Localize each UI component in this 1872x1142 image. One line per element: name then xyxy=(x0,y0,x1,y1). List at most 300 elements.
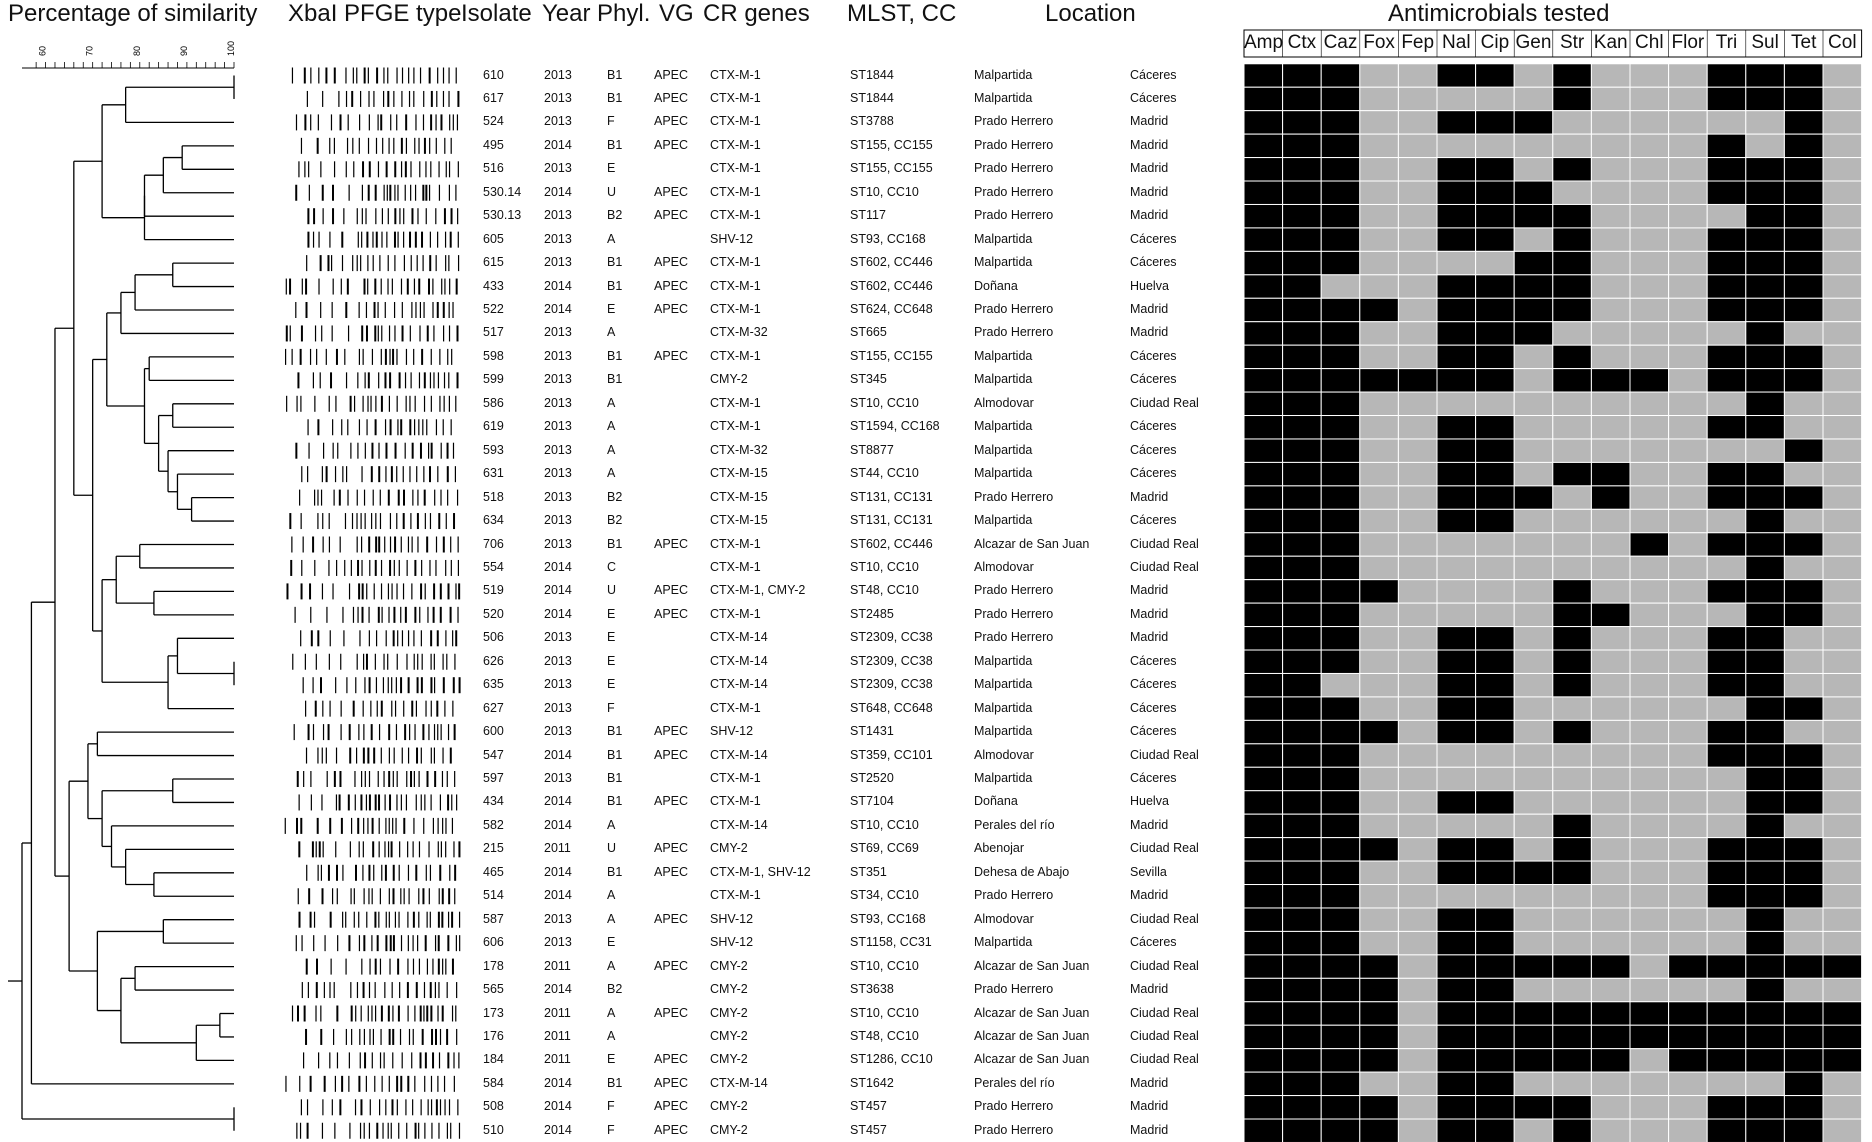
susceptible-cell xyxy=(1669,462,1708,485)
resistant-cell xyxy=(1746,697,1785,720)
resistant-cell xyxy=(1746,1096,1785,1119)
susceptible-cell xyxy=(1630,720,1669,743)
cell-prov: Cáceres xyxy=(1130,653,1177,668)
cell-isolate: 631 xyxy=(483,466,504,481)
susceptible-cell xyxy=(1630,111,1669,134)
cell-loc: Alcazar de San Juan xyxy=(974,1052,1090,1067)
resistant-cell xyxy=(1553,814,1592,837)
susceptible-cell xyxy=(1707,111,1746,134)
header-pfge: XbaI PFGE type xyxy=(288,0,462,27)
susceptible-cell xyxy=(1630,416,1669,439)
susceptible-cell xyxy=(1669,111,1708,134)
resistant-cell xyxy=(1321,978,1360,1001)
resistant-cell xyxy=(1283,111,1322,134)
susceptible-cell xyxy=(1746,439,1785,462)
resistant-cell xyxy=(1360,955,1399,978)
resistant-cell xyxy=(1437,228,1476,251)
cell-vg: APEC xyxy=(654,724,689,739)
resistant-cell xyxy=(1321,251,1360,274)
susceptible-cell xyxy=(1669,158,1708,181)
cell-isolate: 554 xyxy=(483,559,504,574)
resistant-cell xyxy=(1746,533,1785,556)
resistant-cell xyxy=(1553,87,1592,110)
resistant-cell xyxy=(1283,1119,1322,1142)
cell-loc: Perales del río xyxy=(974,1075,1055,1090)
resistant-cell xyxy=(1746,1119,1785,1142)
resistant-cell xyxy=(1244,87,1283,110)
resistant-cell xyxy=(1476,838,1515,861)
susceptible-cell xyxy=(1669,228,1708,251)
cell-year: 2014 xyxy=(544,137,572,152)
susceptible-cell xyxy=(1823,509,1862,532)
resistant-cell xyxy=(1244,791,1283,814)
cell-cr: CTX-M-15 xyxy=(710,466,768,481)
cell-mlst: ST48, CC10 xyxy=(850,1028,919,1043)
susceptible-cell xyxy=(1707,978,1746,1001)
susceptible-cell xyxy=(1630,1049,1669,1072)
resistant-cell xyxy=(1784,228,1823,251)
cell-mlst: ST2520 xyxy=(850,771,894,785)
susceptible-cell xyxy=(1398,64,1437,87)
resistant-cell xyxy=(1784,1119,1823,1142)
resistant-cell xyxy=(1784,955,1823,978)
resistant-cell xyxy=(1553,1025,1592,1048)
resistant-cell xyxy=(1321,462,1360,485)
resistant-cell xyxy=(1514,298,1553,321)
susceptible-cell xyxy=(1707,767,1746,790)
resistant-cell xyxy=(1591,462,1630,485)
resistant-cell xyxy=(1591,603,1630,626)
resistant-cell xyxy=(1360,298,1399,321)
susceptible-cell xyxy=(1630,275,1669,298)
susceptible-cell xyxy=(1669,369,1708,392)
susceptible-cell xyxy=(1823,767,1862,790)
cell-mlst: ST602, CC446 xyxy=(850,278,933,293)
resistant-cell xyxy=(1553,228,1592,251)
cell-cr: CTX-M-14 xyxy=(710,653,768,668)
cell-loc: Doñana xyxy=(974,794,1018,809)
susceptible-cell xyxy=(1823,369,1862,392)
resistant-cell xyxy=(1283,298,1322,321)
resistant-cell xyxy=(1553,1049,1592,1072)
cell-loc: Prado Herrero xyxy=(974,489,1054,504)
cell-prov: Madrid xyxy=(1130,302,1169,316)
resistant-cell xyxy=(1784,767,1823,790)
cell-cr: CMY-2 xyxy=(710,1122,748,1137)
susceptible-cell xyxy=(1784,509,1823,532)
resistant-cell xyxy=(1476,416,1515,439)
susceptible-cell xyxy=(1514,931,1553,954)
susceptible-cell xyxy=(1398,228,1437,251)
susceptible-cell xyxy=(1630,556,1669,579)
susceptible-cell xyxy=(1630,603,1669,626)
susceptible-cell xyxy=(1823,462,1862,485)
resistant-cell xyxy=(1707,416,1746,439)
susceptible-cell xyxy=(1823,627,1862,650)
susceptible-cell xyxy=(1630,158,1669,181)
resistant-cell xyxy=(1360,369,1399,392)
resistant-cell xyxy=(1553,720,1592,743)
cell-year: 2013 xyxy=(544,67,572,82)
susceptible-cell xyxy=(1669,509,1708,532)
resistant-cell xyxy=(1591,955,1630,978)
header-antimicrobials: Antimicrobials tested xyxy=(1388,0,1610,27)
resistant-cell xyxy=(1591,1025,1630,1048)
resistant-cell xyxy=(1360,720,1399,743)
resistant-cell xyxy=(1591,486,1630,509)
resistant-cell xyxy=(1476,627,1515,650)
cell-loc: Prado Herrero xyxy=(974,1099,1054,1114)
cell-prov: Madrid xyxy=(1130,817,1169,832)
resistant-cell xyxy=(1283,345,1322,368)
susceptible-cell xyxy=(1746,111,1785,134)
cell-year: 2014 xyxy=(544,864,572,879)
antimicrobial-sul: Sul xyxy=(1751,32,1779,53)
susceptible-cell xyxy=(1630,251,1669,274)
resistant-cell xyxy=(1437,322,1476,345)
susceptible-cell xyxy=(1630,861,1669,884)
resistant-cell xyxy=(1669,1002,1708,1025)
cell-year: 2011 xyxy=(544,958,571,973)
cell-prov: Madrid xyxy=(1130,630,1169,645)
resistant-cell xyxy=(1746,158,1785,181)
cell-year: 2014 xyxy=(544,559,572,574)
cell-mlst: ST665 xyxy=(850,325,887,340)
cell-cr: CTX-M-1 xyxy=(710,536,761,551)
cell-year: 2014 xyxy=(544,184,572,199)
resistant-cell xyxy=(1553,955,1592,978)
resistant-cell xyxy=(1476,158,1515,181)
resistant-cell xyxy=(1283,697,1322,720)
susceptible-cell xyxy=(1591,861,1630,884)
antimicrobial-kan: Kan xyxy=(1593,32,1628,53)
cell-isolate: 518 xyxy=(483,489,504,504)
cell-cr: CTX-M-1 xyxy=(710,395,761,410)
resistant-cell xyxy=(1707,885,1746,908)
susceptible-cell xyxy=(1360,744,1399,767)
resistant-cell xyxy=(1746,650,1785,673)
resistant-cell xyxy=(1321,322,1360,345)
cell-isolate: 610 xyxy=(483,67,504,82)
resistant-cell xyxy=(1360,1096,1399,1119)
antimicrobial-nal: Nal xyxy=(1442,32,1471,53)
susceptible-cell xyxy=(1514,767,1553,790)
cell-prov: Madrid xyxy=(1130,114,1169,129)
cell-isolate: 547 xyxy=(483,747,504,762)
susceptible-cell xyxy=(1591,134,1630,157)
resistant-cell xyxy=(1746,603,1785,626)
resistant-cell xyxy=(1244,627,1283,650)
susceptible-cell xyxy=(1823,228,1862,251)
susceptible-cell xyxy=(1514,533,1553,556)
resistant-cell xyxy=(1784,1096,1823,1119)
susceptible-cell xyxy=(1707,603,1746,626)
susceptible-cell xyxy=(1591,673,1630,696)
resistant-cell xyxy=(1321,838,1360,861)
susceptible-cell xyxy=(1823,134,1862,157)
susceptible-cell xyxy=(1669,931,1708,954)
cell-loc: Malpartida xyxy=(974,724,1033,739)
scale-tick-label: 100 xyxy=(226,40,236,56)
resistant-cell xyxy=(1283,251,1322,274)
susceptible-cell xyxy=(1823,556,1862,579)
resistant-cell xyxy=(1244,111,1283,134)
resistant-cell xyxy=(1707,720,1746,743)
susceptible-cell xyxy=(1823,885,1862,908)
susceptible-cell xyxy=(1553,439,1592,462)
cell-year: 2014 xyxy=(544,817,572,832)
susceptible-cell xyxy=(1398,181,1437,204)
susceptible-cell xyxy=(1823,87,1862,110)
resistant-cell xyxy=(1746,1002,1785,1025)
resistant-cell xyxy=(1244,392,1283,415)
cell-mlst: ST602, CC446 xyxy=(850,536,933,551)
susceptible-cell xyxy=(1514,885,1553,908)
susceptible-cell xyxy=(1823,1072,1862,1095)
resistant-cell xyxy=(1553,1002,1592,1025)
cell-mlst: ST69, CC69 xyxy=(850,841,919,856)
resistant-cell xyxy=(1707,955,1746,978)
pfge-band-patterns xyxy=(0,0,480,1142)
resistant-cell xyxy=(1746,955,1785,978)
cell-loc: Malpartida xyxy=(974,677,1033,692)
susceptible-cell xyxy=(1398,87,1437,110)
resistant-cell xyxy=(1321,580,1360,603)
susceptible-cell xyxy=(1360,1072,1399,1095)
resistant-cell xyxy=(1437,345,1476,368)
susceptible-cell xyxy=(1591,533,1630,556)
cell-loc: Alcazar de San Juan xyxy=(974,958,1090,973)
cell-phyl: A xyxy=(607,958,616,973)
cell-year: 2013 xyxy=(544,161,572,176)
susceptible-cell xyxy=(1669,275,1708,298)
resistant-cell xyxy=(1784,697,1823,720)
susceptible-cell xyxy=(1514,908,1553,931)
susceptible-cell xyxy=(1360,767,1399,790)
susceptible-cell xyxy=(1591,111,1630,134)
cell-isolate: 517 xyxy=(483,325,504,340)
susceptible-cell xyxy=(1398,204,1437,227)
resistant-cell xyxy=(1707,134,1746,157)
resistant-cell xyxy=(1476,64,1515,87)
cell-year: 2013 xyxy=(544,208,572,223)
susceptible-cell xyxy=(1707,204,1746,227)
antimicrobial-amp: Amp xyxy=(1244,32,1284,53)
resistant-cell xyxy=(1321,720,1360,743)
cell-phyl: A xyxy=(607,419,616,434)
cell-isolate: 615 xyxy=(483,255,504,270)
cell-isolate: 433 xyxy=(483,278,504,293)
resistant-cell xyxy=(1283,416,1322,439)
cell-loc: Malpartida xyxy=(974,372,1033,387)
susceptible-cell xyxy=(1398,885,1437,908)
resistant-cell xyxy=(1244,322,1283,345)
susceptible-cell xyxy=(1591,1096,1630,1119)
susceptible-cell xyxy=(1707,697,1746,720)
susceptible-cell xyxy=(1669,416,1708,439)
resistant-cell xyxy=(1244,978,1283,1001)
cell-mlst: ST3788 xyxy=(850,114,894,129)
resistant-cell xyxy=(1283,556,1322,579)
resistant-cell xyxy=(1437,908,1476,931)
susceptible-cell xyxy=(1707,814,1746,837)
resistant-cell xyxy=(1707,298,1746,321)
cell-isolate: 605 xyxy=(483,231,504,246)
resistant-cell xyxy=(1244,697,1283,720)
susceptible-cell xyxy=(1398,134,1437,157)
susceptible-cell xyxy=(1630,1119,1669,1142)
cell-isolate: 606 xyxy=(483,935,504,950)
susceptible-cell xyxy=(1398,627,1437,650)
susceptible-cell xyxy=(1437,744,1476,767)
cell-isolate: 530.14 xyxy=(483,184,522,199)
resistant-cell xyxy=(1514,955,1553,978)
susceptible-cell xyxy=(1707,509,1746,532)
resistant-cell xyxy=(1707,627,1746,650)
susceptible-cell xyxy=(1823,697,1862,720)
resistant-cell xyxy=(1553,298,1592,321)
susceptible-cell xyxy=(1630,322,1669,345)
resistant-cell xyxy=(1321,204,1360,227)
resistant-cell xyxy=(1746,392,1785,415)
susceptible-cell xyxy=(1591,251,1630,274)
resistant-cell xyxy=(1244,439,1283,462)
cell-prov: Madrid xyxy=(1130,208,1169,223)
susceptible-cell xyxy=(1669,580,1708,603)
antimicrobial-ctx: Ctx xyxy=(1287,32,1317,53)
resistant-cell xyxy=(1746,486,1785,509)
resistant-cell xyxy=(1630,1002,1669,1025)
susceptible-cell xyxy=(1514,556,1553,579)
cell-year: 2013 xyxy=(544,442,572,457)
susceptible-cell xyxy=(1360,486,1399,509)
resistant-cell xyxy=(1283,955,1322,978)
resistant-cell xyxy=(1283,533,1322,556)
cell-year: 2013 xyxy=(544,771,572,785)
susceptible-cell xyxy=(1669,908,1708,931)
cell-loc: Doñana xyxy=(974,278,1018,293)
susceptible-cell xyxy=(1360,111,1399,134)
resistant-cell xyxy=(1476,955,1515,978)
cell-cr: CTX-M-14 xyxy=(710,677,768,692)
cell-isolate: 520 xyxy=(483,606,504,621)
cell-cr: SHV-12 xyxy=(710,911,754,926)
susceptible-cell xyxy=(1398,486,1437,509)
susceptible-cell xyxy=(1707,791,1746,814)
resistant-cell xyxy=(1321,861,1360,884)
susceptible-cell xyxy=(1476,580,1515,603)
cell-phyl: A xyxy=(607,466,616,481)
resistant-cell xyxy=(1321,228,1360,251)
resistant-cell xyxy=(1321,439,1360,462)
cell-vg: APEC xyxy=(654,255,689,270)
susceptible-cell xyxy=(1746,1072,1785,1095)
susceptible-cell xyxy=(1553,416,1592,439)
cell-isolate: 524 xyxy=(483,114,504,129)
cell-year: 2013 xyxy=(544,630,572,645)
resistant-cell xyxy=(1283,369,1322,392)
resistant-cell xyxy=(1283,580,1322,603)
cell-phyl: F xyxy=(607,114,615,129)
susceptible-cell xyxy=(1514,439,1553,462)
cell-phyl: B1 xyxy=(607,255,623,270)
resistant-cell xyxy=(1746,1049,1785,1072)
resistant-cell xyxy=(1437,64,1476,87)
cell-mlst: ST34, CC10 xyxy=(850,888,919,903)
resistant-cell xyxy=(1746,720,1785,743)
resistant-cell xyxy=(1437,697,1476,720)
cell-cr: CTX-M-1, SHV-12 xyxy=(710,864,811,879)
cell-phyl: B1 xyxy=(607,90,623,105)
scale-tick-label: 60 xyxy=(37,45,48,56)
resistant-cell xyxy=(1476,908,1515,931)
susceptible-cell xyxy=(1823,298,1862,321)
resistant-cell xyxy=(1437,627,1476,650)
cell-loc: Malpartida xyxy=(974,348,1033,363)
cell-isolate: 184 xyxy=(483,1052,504,1067)
resistant-cell xyxy=(1244,1119,1283,1142)
susceptible-cell xyxy=(1398,1025,1437,1048)
resistant-cell xyxy=(1321,1096,1360,1119)
cell-loc: Malpartida xyxy=(974,90,1033,105)
susceptible-cell xyxy=(1630,744,1669,767)
resistant-cell xyxy=(1321,298,1360,321)
cell-vg: APEC xyxy=(654,1122,689,1137)
cell-phyl: E xyxy=(607,935,616,950)
resistant-cell xyxy=(1784,838,1823,861)
cell-prov: Cáceres xyxy=(1130,700,1177,715)
cell-year: 2014 xyxy=(544,278,572,293)
resistant-cell xyxy=(1476,650,1515,673)
susceptible-cell xyxy=(1591,931,1630,954)
resistant-cell xyxy=(1746,298,1785,321)
susceptible-cell xyxy=(1630,580,1669,603)
resistant-cell xyxy=(1360,1119,1399,1142)
resistant-cell xyxy=(1707,580,1746,603)
susceptible-cell xyxy=(1360,87,1399,110)
susceptible-cell xyxy=(1630,228,1669,251)
cell-loc: Prado Herrero xyxy=(974,302,1054,316)
resistant-cell xyxy=(1553,158,1592,181)
susceptible-cell xyxy=(1360,791,1399,814)
susceptible-cell xyxy=(1553,533,1592,556)
resistant-cell xyxy=(1784,204,1823,227)
resistant-cell xyxy=(1476,322,1515,345)
susceptible-cell xyxy=(1514,87,1553,110)
susceptible-cell xyxy=(1360,64,1399,87)
susceptible-cell xyxy=(1630,955,1669,978)
resistant-cell xyxy=(1283,908,1322,931)
header-cr-genes: CR genes xyxy=(703,0,810,27)
susceptible-cell xyxy=(1514,509,1553,532)
susceptible-cell xyxy=(1437,814,1476,837)
resistant-cell xyxy=(1553,580,1592,603)
resistant-cell xyxy=(1437,1002,1476,1025)
susceptible-cell xyxy=(1514,978,1553,1001)
cell-cr: CTX-M-1 xyxy=(710,161,761,176)
susceptible-cell xyxy=(1669,627,1708,650)
resistant-cell xyxy=(1437,369,1476,392)
cell-year: 2013 xyxy=(544,231,572,246)
resistant-cell xyxy=(1321,627,1360,650)
resistant-cell xyxy=(1784,1072,1823,1095)
resistant-cell xyxy=(1437,462,1476,485)
susceptible-cell xyxy=(1553,791,1592,814)
susceptible-cell xyxy=(1591,814,1630,837)
header-similarity: Percentage of similarity xyxy=(8,0,258,27)
cell-loc: Malpartida xyxy=(974,466,1033,481)
resistant-cell xyxy=(1630,533,1669,556)
